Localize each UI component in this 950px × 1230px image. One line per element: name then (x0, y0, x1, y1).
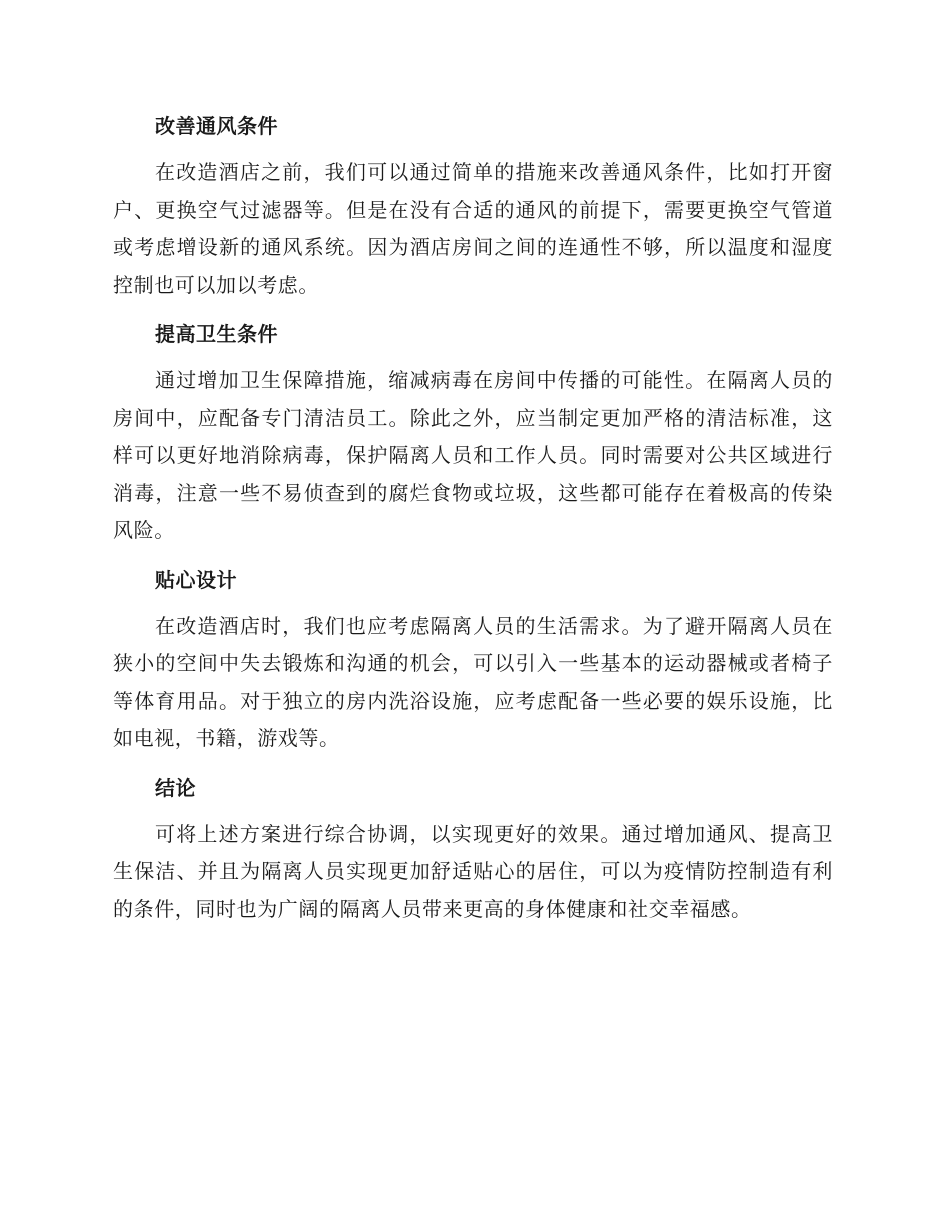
section-hygiene (113, 316, 833, 550)
section-heading: 改善通风条件 (155, 114, 278, 138)
section-paragraph: 通过增加卫生保障措施，缩减病毒在房间中传播的可能性。在隔离人员的房间中，应配备专门清洁员工。除此之外，应当制定更加严格的清洁标准，这样可以更好地消除病毒，保护隔离人员和工作人员。同时需要对公共区域进行消毒，注意一些不易侦查到的腐烂食物或垃圾，这些都可能存在着极高的传染风险。 (113, 368, 833, 542)
section-ventilation (113, 108, 833, 304)
section-heading: 贴心设计 (155, 567, 237, 592)
section-paragraph: 在改造酒店之前，我们可以通过简单的措施来改善通风条件，比如打开窗户、更换空气过滤器等。但是在没有合适的通风的前提下，需要更换空气管道或考虑增设新的通风系统。因为酒店房间之间的连通性不够，所以温度和湿度控制也可以加以考虑。 (113, 160, 833, 297)
document-body (113, 108, 833, 940)
section-conclusion (113, 770, 833, 929)
section-paragraph: 可将上述方案进行综合协调，以实现更好的效果。通过增加通风、提高卫生保洁、并且为隔离人员实现更加舒适贴心的居住，可以为疫情防控制造有利的条件，同时也为广阔的隔离人员带来更高的身体健康和社交幸福感。 (113, 821, 833, 921)
section-thoughtful-design (113, 562, 833, 758)
section-paragraph: 在改造酒店时，我们也应考虑隔离人员的生活需求。为了避开隔离人员在狭小的空间中失去锻炼和沟通的机会，可以引入一些基本的运动器械或者椅子等体育用品。对于独立的房内洗浴设施，应考虑配备一些必要的娱乐设施，比如电视，书籍，游戏等。 (113, 613, 833, 750)
section-heading: 结论 (155, 775, 196, 800)
section-heading: 提高卫生条件 (155, 322, 278, 346)
